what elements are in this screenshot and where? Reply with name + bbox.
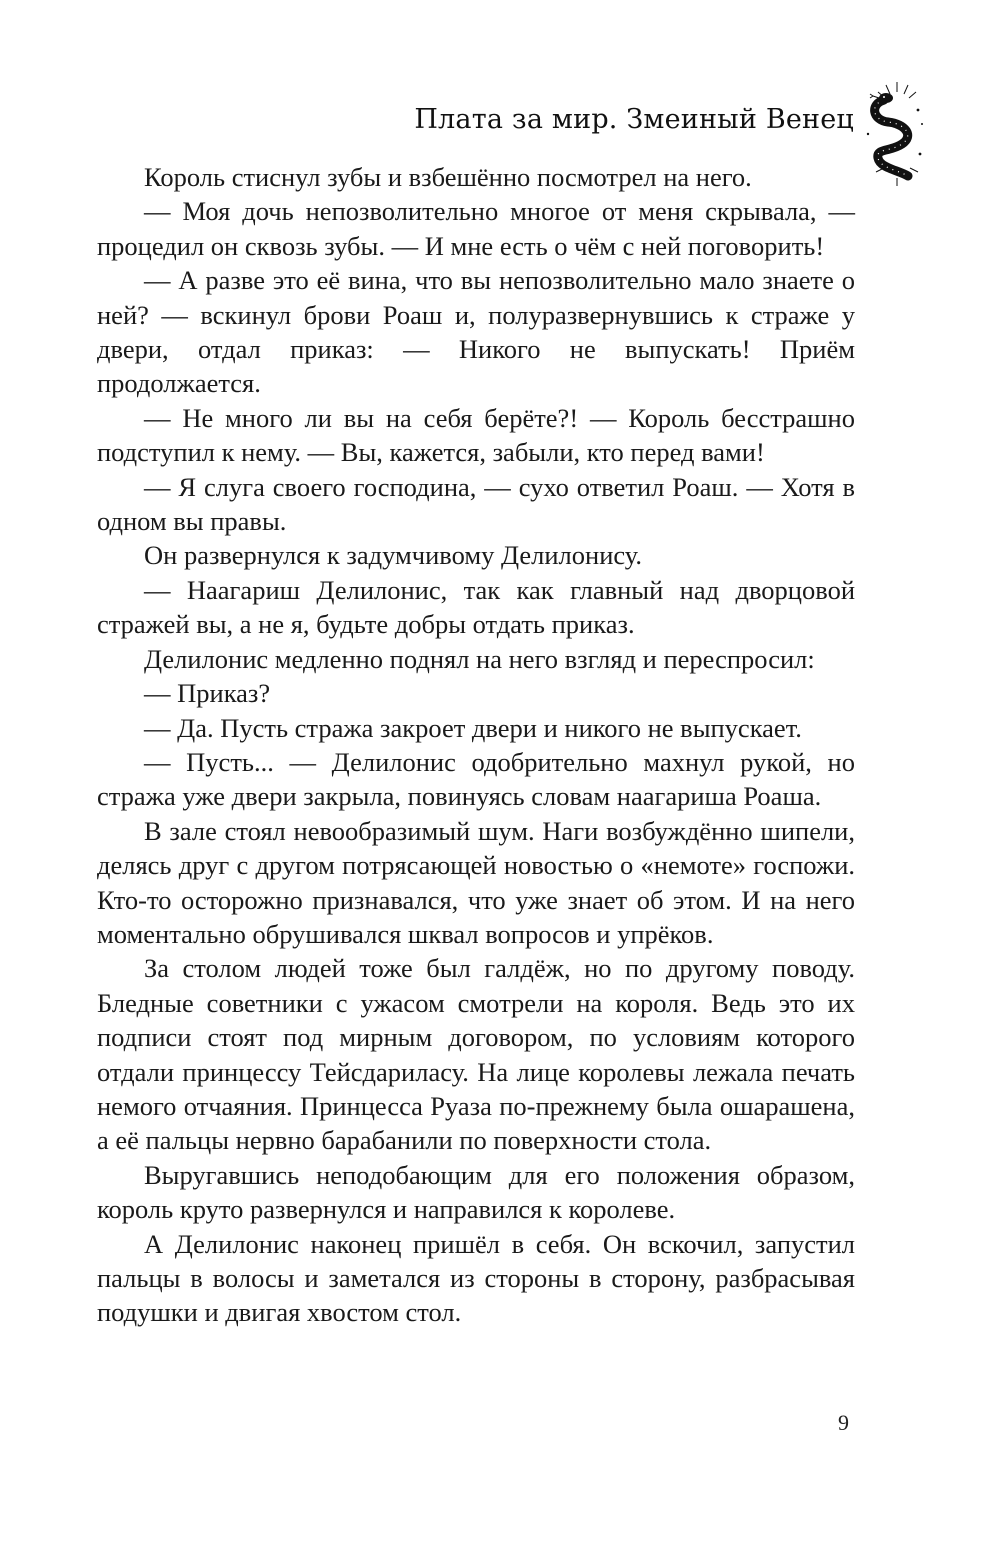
snake-emblem-icon (858, 78, 936, 190)
paragraph: — Да. Пусть стража закроет двери и никого не выпускает. (144, 712, 802, 743)
running-header-title: Плата за мир. Змеиный Венец (414, 104, 854, 135)
paragraph: — Я слуга своего господина, — сухо ответил Роаш. — Хотя в одном вы правы. (97, 471, 855, 537)
paragraph: — Моя дочь непозволительно многое от меня скрывала, — процедил он сквозь зубы. — И мне есть о чём с ней поговорить! (97, 196, 855, 261)
paragraph: — Приказ? (144, 678, 271, 709)
paragraph: Делилонис медленно поднял на него взгляд и переспросил: (144, 643, 815, 674)
paragraph: Король стиснул зубы и взбешённо посмотрел на него. (144, 162, 752, 192)
paragraph: В зале стоял невообразимый шум. Наги возбуждённо шипели, делясь друг с другом потрясающей новостью о «немоте» госпожи. Кто-то осторожно признавался, что уже знает об этом. И на него моментально обрушивался шквал вопросов и упрёков. (97, 815, 855, 949)
paragraph: — Не много ли вы на себя берёте?! — Король бесстрашно подступил к нему. — Вы, кажется, забыли, кто перед вами! (97, 402, 855, 468)
paragraph: — А разве это её вина, что вы непозволительно мало знаете о ней? — вскинул брови Роаш и, полуразвернувшись к страже у двери, отдал приказ: — Никого не выпускать! Приём продолжается. (97, 265, 855, 399)
paragraph: За столом людей тоже был галдёж, но по другому поводу. Бледные советники с ужасом смотрели на короля. Ведь это их подписи стоят под мирным договором, по условиям которого отдали принцессу Тейсдариласу. На лице королевы лежала печать немого отчаяния. Принцесса Руаза по-прежнему была ошарашена, а её пальцы нервно барабанили по поверхности стола. (97, 953, 855, 1156)
paragraph: — Пусть... — Делилонис одобрительно махнул рукой, но стража уже двери закрыла, повинуясь словам наагариша Роаша. (97, 746, 855, 812)
paragraph: Выругавшись неподобающим для его положения образом, король круто развернулся и направился к королеве. (97, 1159, 855, 1225)
page-number: 9 (838, 1410, 849, 1435)
chapter-body (97, 160, 855, 1330)
paragraph: Он развернулся к задумчивому Делилонису. (144, 540, 643, 571)
paragraph: — Наагариш Делилонис, так как главный над дворцовой стражей вы, а не я, будьте добры отдать приказ. (97, 574, 855, 640)
paragraph: А Делилонис наконец пришёл в себя. Он вскочил, запустил пальцы в волосы и заметался из стороны в сторону, разбрасывая подушки и двигая хвостом стол. (97, 1228, 855, 1328)
